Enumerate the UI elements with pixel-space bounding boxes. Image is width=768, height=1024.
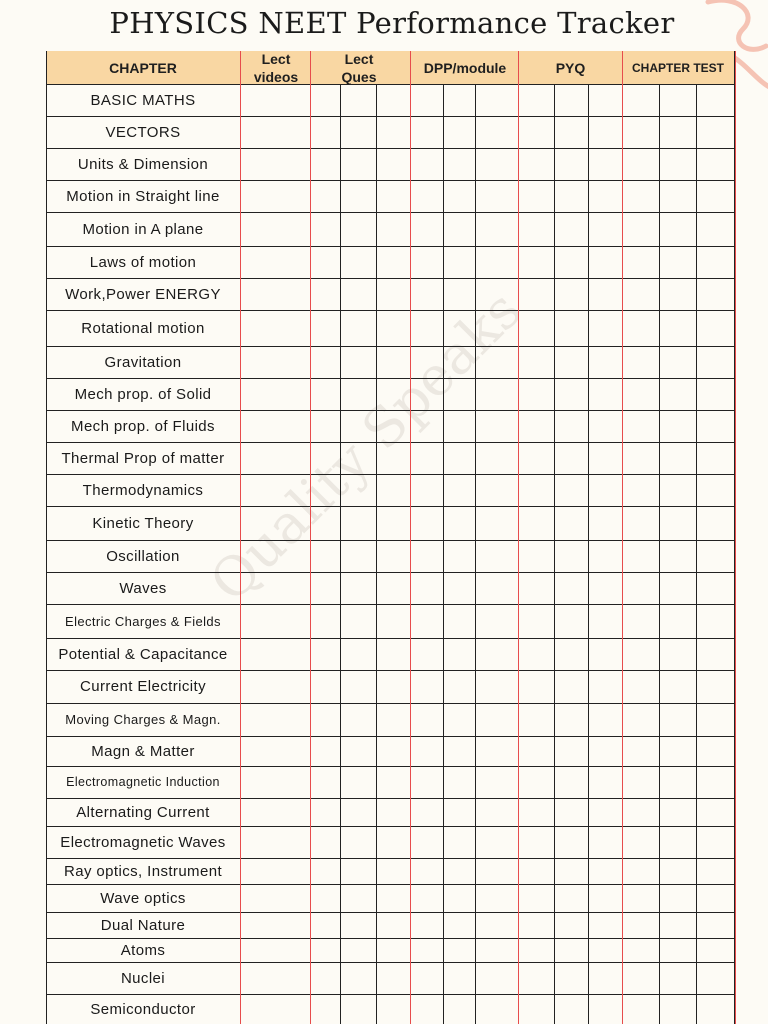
header-lect-ques-line1: Lect (344, 50, 374, 67)
header-lect-videos-line2: videos (253, 68, 299, 85)
chapter-name: Moving Charges & Magn. (65, 712, 221, 727)
chapter-name: Potential & Capacitance (58, 645, 228, 663)
chapter-name: Dual Nature (100, 916, 186, 934)
chapter-name: Magn & Matter (91, 742, 195, 760)
chapter-name: Atoms (120, 941, 166, 959)
chapter-name: Electromagnetic Induction (66, 775, 220, 789)
chapter-name: Wave optics (100, 889, 186, 907)
watermark: Quality Speaks (197, 278, 534, 614)
chapter-name: Kinetic Theory (92, 514, 194, 532)
chapter-name: Ray optics, Instrument (63, 862, 223, 880)
header-lect-videos-line1: Lect (261, 50, 291, 67)
chapter-name: Electromagnetic Waves (60, 833, 226, 851)
header-dpp: DPP/module (423, 59, 507, 76)
chapter-name: Nuclei (120, 969, 166, 987)
chapter-name: Mech prop. of Solid (74, 385, 212, 403)
chapter-name: BASIC MATHS (90, 91, 196, 109)
chapter-name: Thermal Prop of matter (61, 449, 225, 467)
chapter-name: Thermodynamics (82, 481, 204, 499)
chapter-name: Motion in Straight line (66, 187, 220, 205)
chapter-name: Motion in A plane (82, 220, 204, 238)
header-pyq: PYQ (555, 59, 586, 76)
chapter-name: VECTORS (105, 123, 181, 141)
chapter-name: Electric Charges & Fields (65, 613, 221, 629)
section-rules (241, 51, 736, 1024)
header-chapter: CHAPTER (109, 59, 177, 76)
chapter-name: Semiconductor (90, 1000, 196, 1018)
chapter-name: Alternating Current (76, 803, 210, 821)
chapter-name: Units & Dimension (77, 155, 209, 173)
page-title: PHYSICS NEET Performance Tracker (109, 6, 675, 40)
chapter-name: Rotational motion (81, 319, 205, 337)
header-lect-ques-line2: Ques (341, 68, 377, 85)
header-chapter-test: CHAPTER TEST (631, 60, 724, 75)
chapter-name: Oscillation (106, 547, 180, 565)
chapter-name: Work,Power ENERGY (65, 285, 221, 303)
chapter-name: Gravitation (104, 353, 182, 371)
chapter-name: Waves (119, 579, 167, 597)
chapter-name: Mech prop. of Fluids (71, 417, 215, 435)
chapter-name: Laws of motion (89, 253, 197, 271)
chapter-name: Current Electricity (80, 678, 206, 695)
